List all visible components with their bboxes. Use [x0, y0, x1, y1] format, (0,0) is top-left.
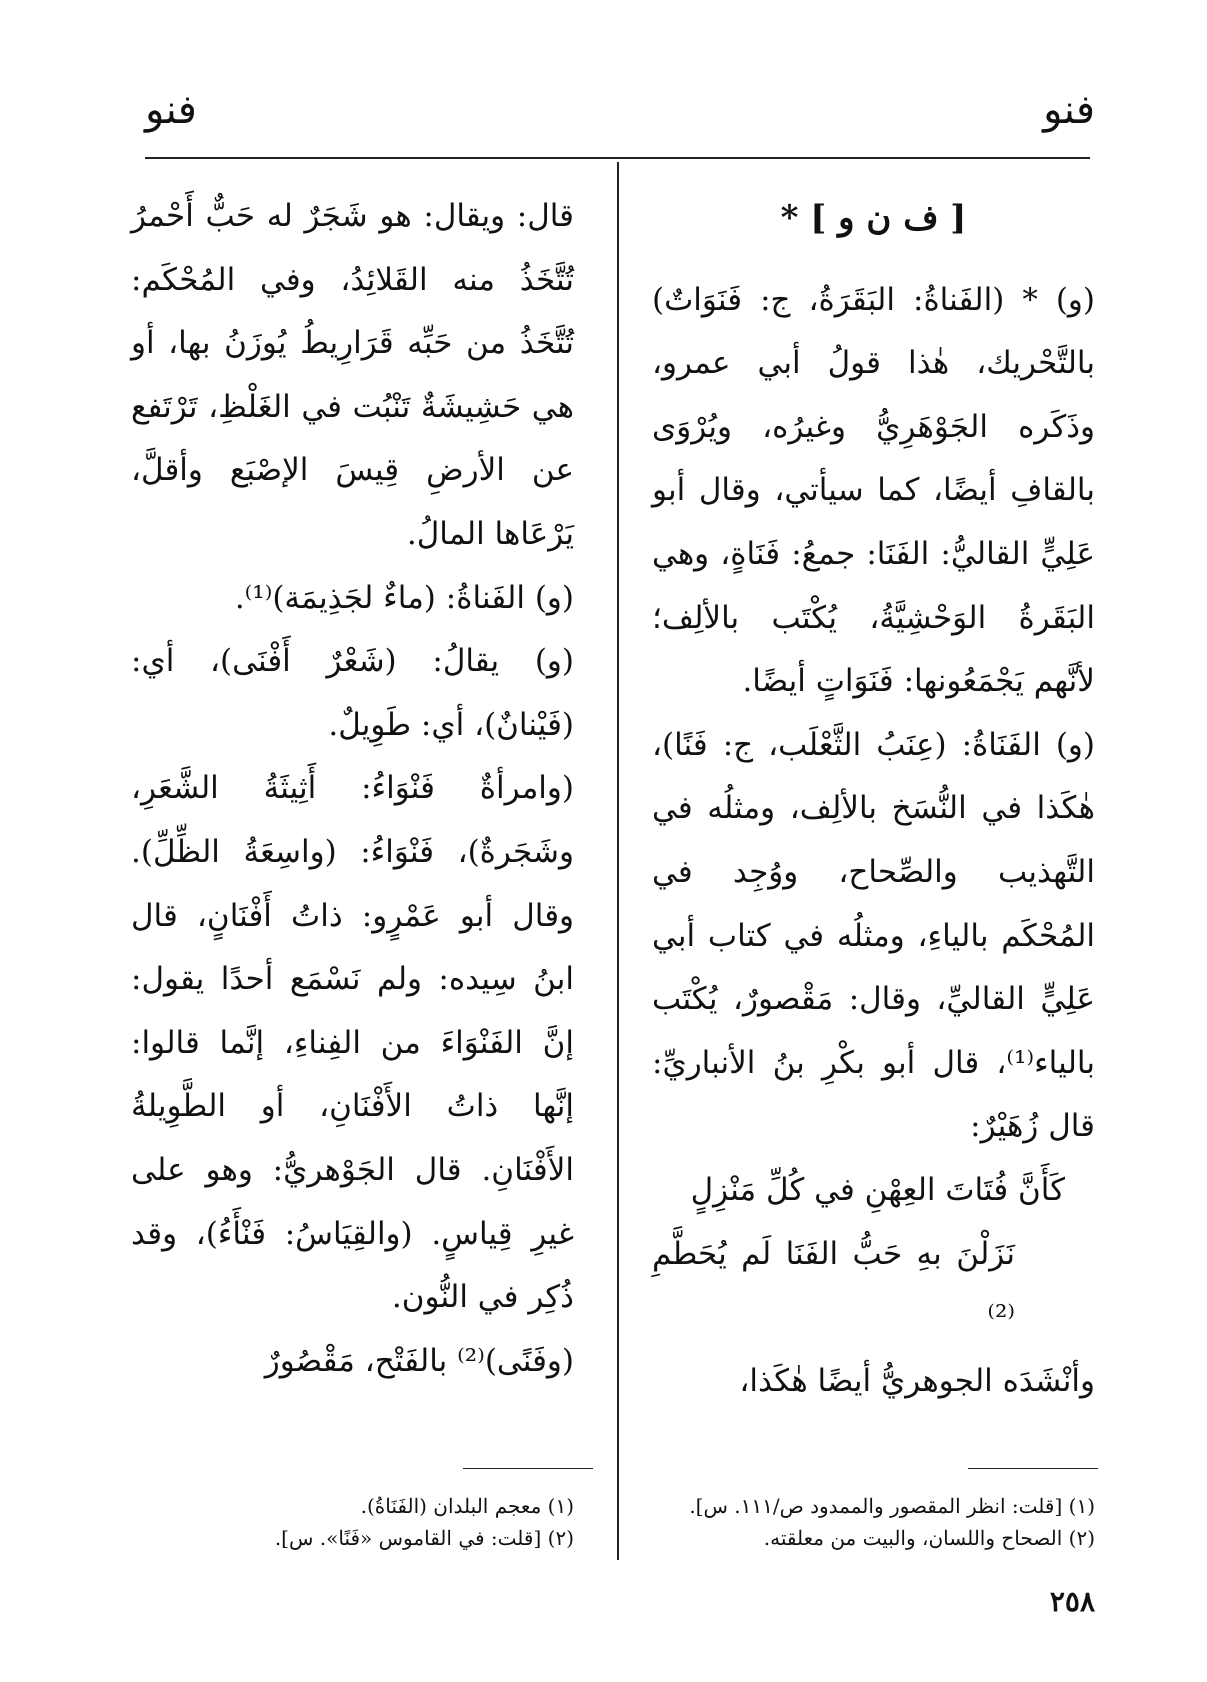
paragraph: وأنْشَدَه الجوهريُّ أيضًا هٰكَذا،	[739, 1362, 1095, 1399]
column-divider	[617, 162, 619, 1560]
footnotes-left	[129, 1490, 574, 1554]
footnote: (٢) [قلت: في القاموس «فَنًا». س].	[274, 1526, 574, 1550]
footnote: (١) [قلت: انظر المقصور والممدود ص/١١١. س].	[689, 1494, 1095, 1518]
paragraph: (و) الفَناةُ: (ماءٌ لجَذِيمَة)⁽¹⁾.	[234, 579, 574, 616]
paragraph: (و) الفَنَاةُ: (عِنَبُ الثَّعْلَب، ج: فَنًا)، هٰكَذا في النُّسَخ بالألِف، ومثلُه في التَّهذيب والصِّحاح، ووُجِد في المُحْكَم بالياءِ، ومثلُه في كتاب أبي عَلِيٍّ القاليِّ، وقال: مَقْصورٌ، يُكْتَب بالياء⁽¹⁾، قال أبو بكْرِ بنُ الأنباريِّ: قال زُهَيْرٌ:	[652, 726, 1095, 1145]
footnote: (٢) الصحاح واللسان، والبيت من معلقته.	[763, 1526, 1095, 1550]
verse-line: نَزَلْنَ بهِ حَبُّ الفَنَا لَم يُحَطَّمِ ⁽²⁾	[652, 1235, 1015, 1336]
running-head-right: فنو	[1043, 87, 1095, 133]
footnote: (١) معجم البلدان (الفَنَاةُ).	[360, 1494, 574, 1518]
paragraph: (و) * (الفَناةُ: البَقَرَةُ، ج: فَنَوَاتٌ) بالتَّحْريك، هٰذا قولُ أبي عمرو، وذَكَره الجَوْهَرِيُّ وغيرُه، ويُرْوَى بالقافِ أيضًا، كما سيأتي، وقال أبو عَلِيٍّ القاليُّ: الفَنَا: جمعُ: فَنَاةٍ، وهي البَقَرةُ الوَحْشِيَّةُ، يُكْتَب بالألِف؛ لأنَّهم يَجْمَعُونها: فَنَوَاتٍ أيضًا.	[652, 281, 1095, 700]
left-column	[131, 185, 574, 1393]
header-rule	[145, 157, 1090, 159]
footnote-rule	[968, 1468, 1098, 1469]
paragraph: (و) يقالُ: (شَعْرٌ أَفْنَى)، أي: (فَيْنانٌ)، أي: طَوِيلٌ.	[131, 643, 574, 743]
entry-heading: [ ف ن و ] *	[780, 198, 967, 238]
paragraph: (وفَنًى)⁽²⁾ بالفَتْح، مَقْصُورٌ	[264, 1342, 574, 1379]
page-number: ٢٥٨	[1049, 1585, 1095, 1618]
right-column	[652, 185, 1095, 1413]
paragraph: قال: ويقال: هو شَجَرٌ له حَبٌّ أَحْمرُ تُتَّخَذُ منه القَلائِدُ، وفي المُحْكَم: تُتَّخَذُ من حَبِّه قَرَارِيطُ يُوزَنُ بها، أو هي حَشِيشَةٌ تَنْبُت في الغَلْظِ، تَرْتَفع عن الأرضِ قِيسَ الإصْبَع وأقلَّ، يَرْعَاها المالُ.	[131, 198, 574, 552]
footnotes-right	[650, 1490, 1095, 1554]
footnote-rule	[463, 1468, 593, 1469]
running-head-left: فنو	[145, 87, 197, 133]
verse-line: كَأَنَّ فُتَاتَ العِهْنِ في كُلِّ مَنْزِلٍ	[690, 1171, 1065, 1208]
paragraph: (وامرأةٌ فَنْوَاءُ: أَثِيثَةُ الشَّعَرِ، وشَجَرةٌ)، فَنْوَاءُ: (واسِعَةُ الظِّلِّ). وقال أبو عَمْرٍو: ذاتُ أَفْنَانٍ، قال ابنُ سِيده: ولم نَسْمَع أحدًا يقول: إنَّ الفَنْوَاءَ من الفِناءِ، إنَّما قالوا: إنَّها ذاتُ الأَفْنَانِ، أو الطَّوِيلةُ الأَفْنَانِ. قال الجَوْهريُّ: وهو على غيرِ قِياسٍ. (والقِيَاسُ: فَنْأَءُ)، وقد ذُكِر في النُّون.	[131, 770, 574, 1316]
